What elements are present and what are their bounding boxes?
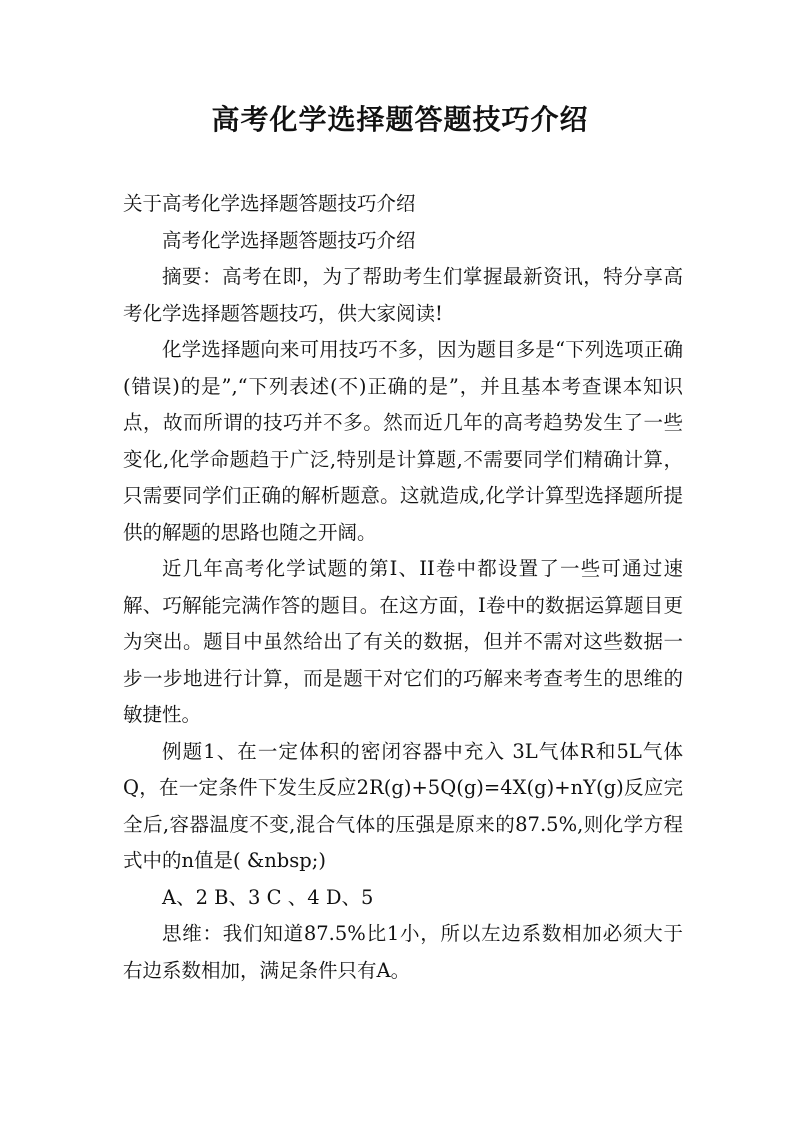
thinking-paragraph: 思维：我们知道87.5%比1小，所以左边系数相加必须大于右边系数相加，满足条件只有A。 xyxy=(123,922,683,982)
example-1-paragraph: 例题1、在一定体积的密闭容器中充入 3L气体R和5L气体Q，在一定条件下发生反应2R(g)+5Q(g)=4X(g)+nY(g)反应完全后,容器温度不变,混合气体的压强是原来的87.5%,则化学方程式中的n值是( &nbsp;) xyxy=(123,739,683,872)
intro-line: 关于高考化学选择题答题技巧介绍 xyxy=(123,192,416,215)
document-title: 高考化学选择题答题技巧介绍 xyxy=(211,103,589,136)
document-body xyxy=(123,186,683,989)
paragraph-1: 化学选择题向来可用技巧不多，因为题目多是“下列选项正确(错误)的是”,“下列表述(不)正确的是”，并且基本考查课本知识点，故而所谓的技巧并不多。然而近几年的高考趋势发生了一些变化,化学命题趋于广泛,特别是计算题,不需要同学们精确计算，只需要同学们正确的解析题意。这就造成,化学计算型选择题所提供的解题的思路也随之开阔。 xyxy=(123,338,683,544)
subtitle-line: 高考化学选择题答题技巧介绍 xyxy=(162,228,416,252)
abstract-paragraph: 摘要：高考在即，为了帮助考生们掌握最新资讯，特分享高考化学选择题答题技巧，供大家阅读! xyxy=(123,265,683,325)
answer-options: A、2 B、3 C 、4 D、5 xyxy=(162,885,374,909)
paragraph-2: 近几年高考化学试题的第Ⅰ、II卷中都设置了一些可通过速解、巧解能完满作答的题目。在这方面，I卷中的数据运算题目更为突出。题目中虽然给出了有关的数据，但并不需对这些数据一步一步地进行计算，而是题干对它们的巧解来考查考生的思维的敏捷性。 xyxy=(123,557,683,726)
